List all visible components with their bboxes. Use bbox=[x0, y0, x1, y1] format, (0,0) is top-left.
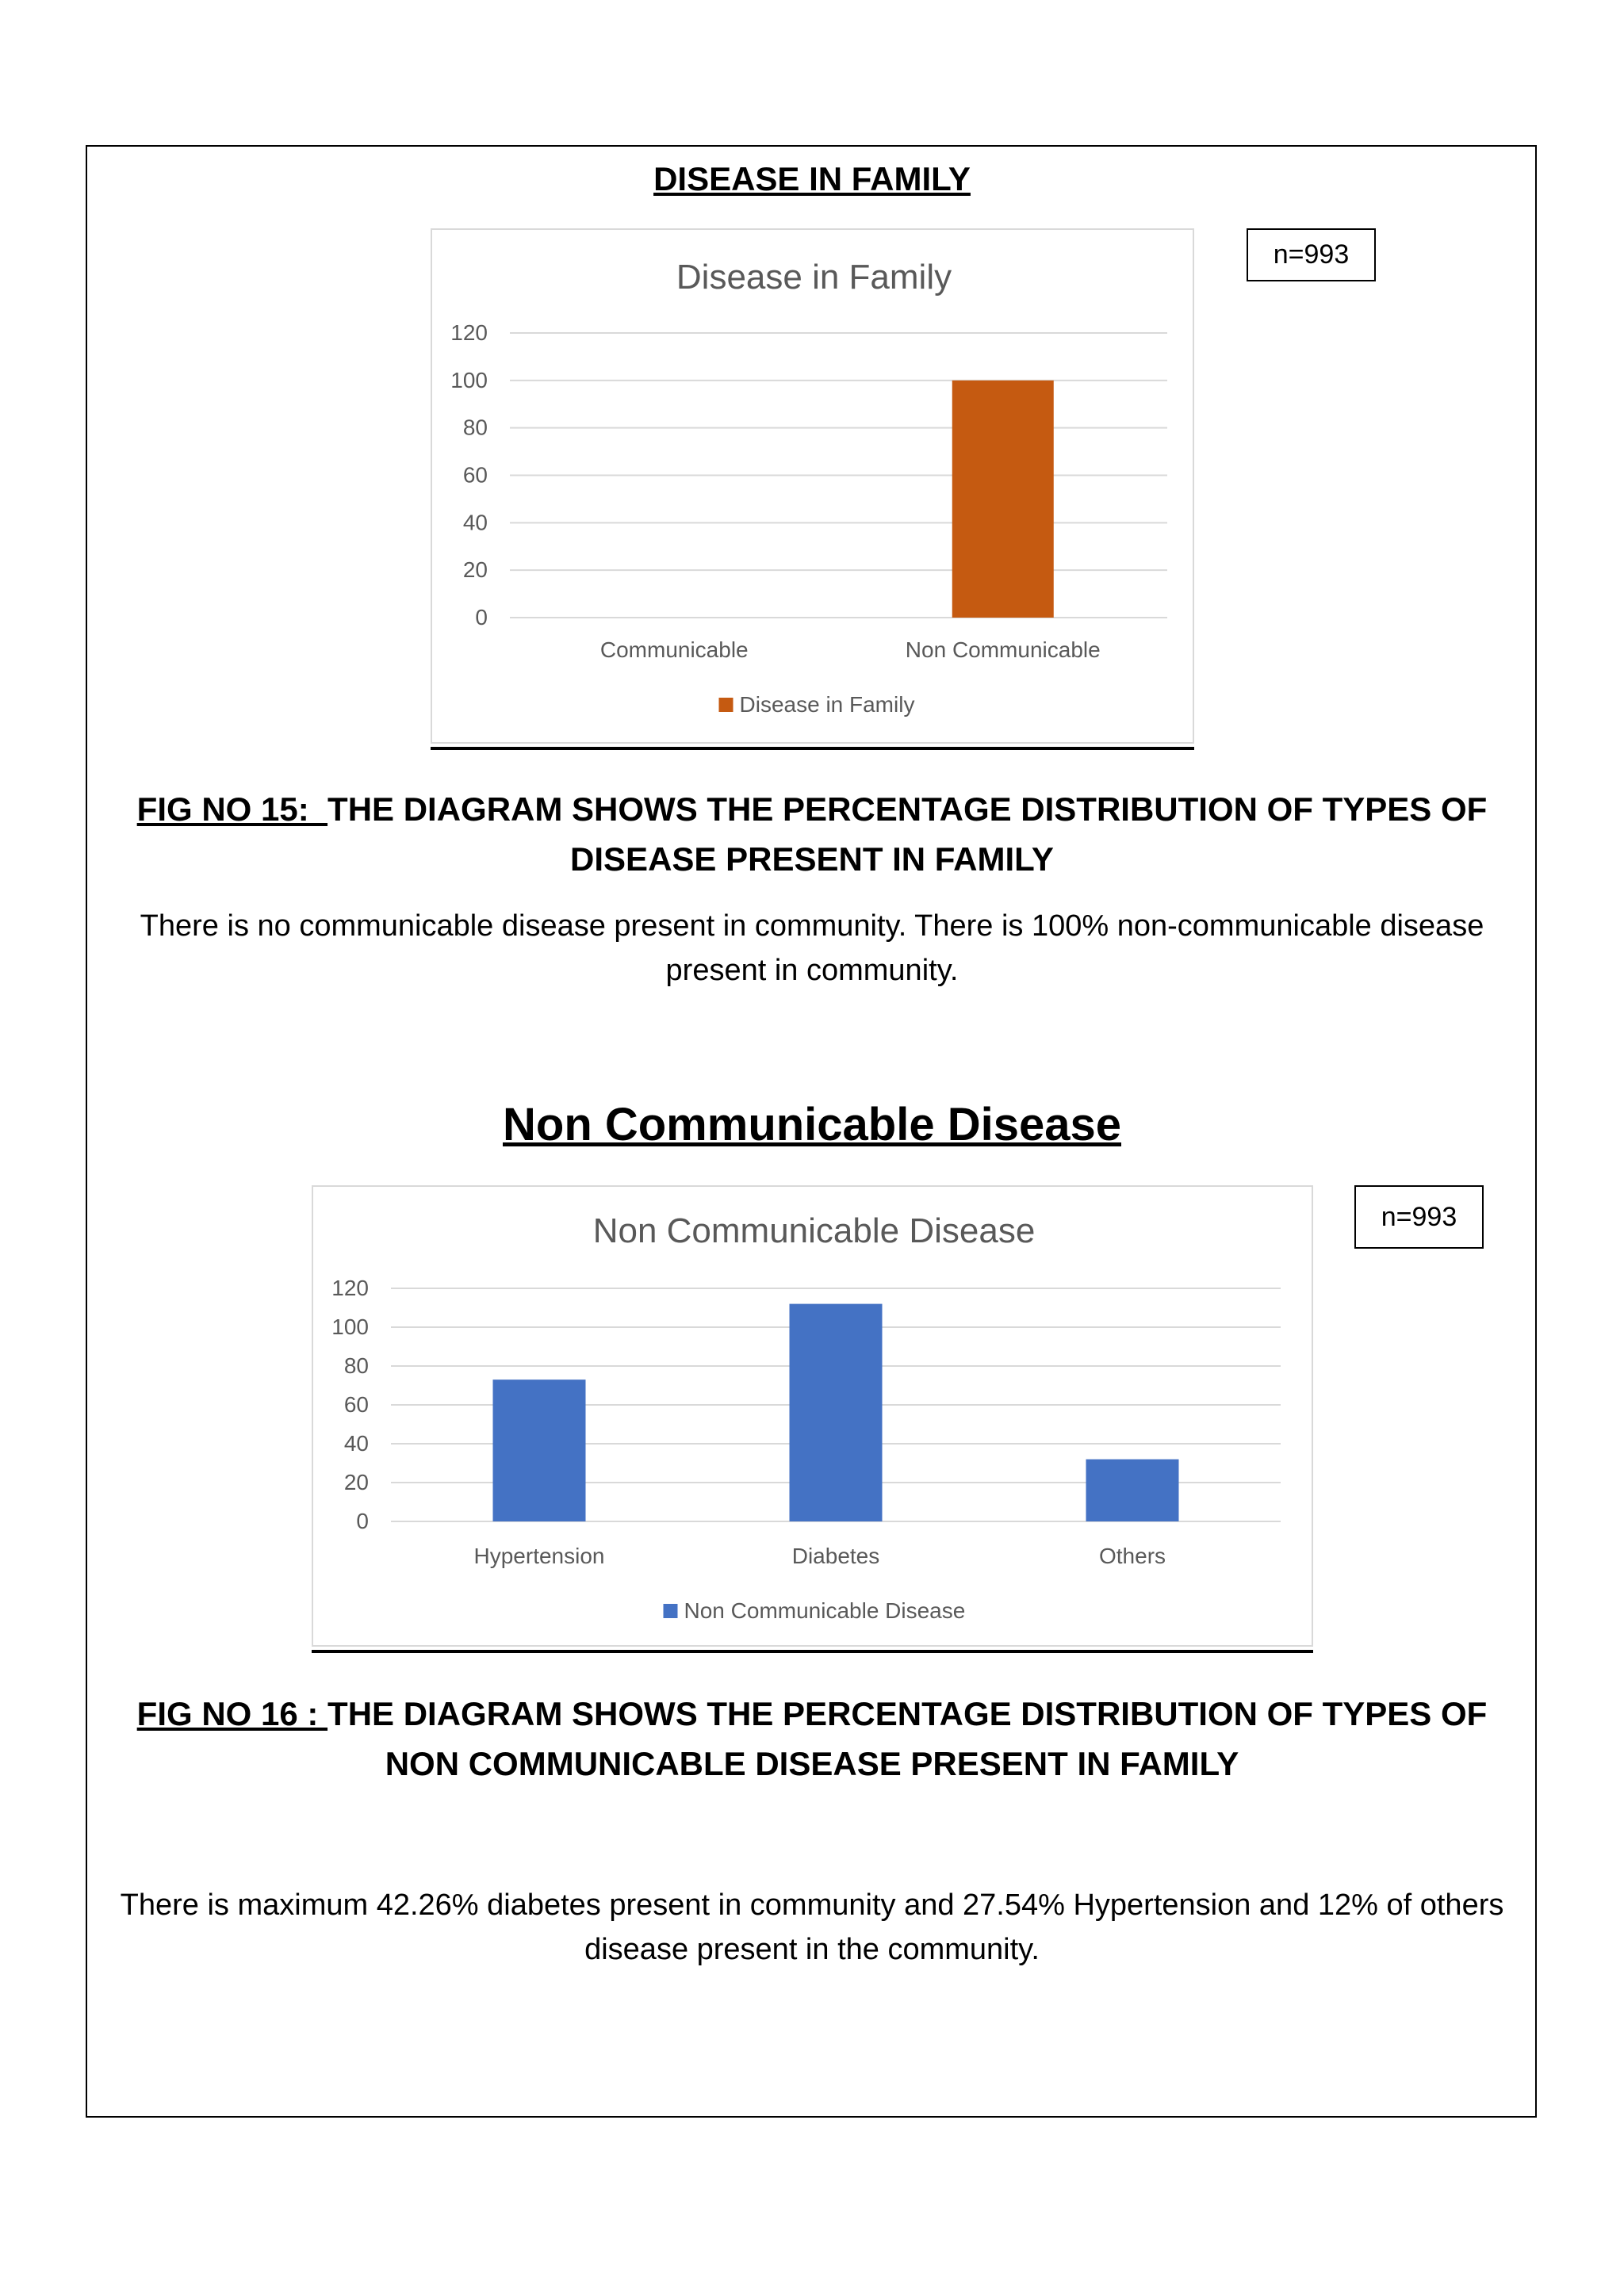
bar-others bbox=[1086, 1460, 1179, 1521]
y-tick-label: 80 bbox=[462, 415, 488, 440]
chart1-underline bbox=[431, 747, 1194, 750]
chart2-underline bbox=[312, 1650, 1313, 1653]
fig15-caption-lead: FIG NO 15: bbox=[136, 790, 328, 828]
fig15-description: There is no communicable disease present in community. There is 100% non-communicable disease present in community. bbox=[140, 909, 1484, 987]
chart2-container bbox=[312, 1185, 1313, 1647]
chart-title: Non Communicable Disease bbox=[592, 1211, 1036, 1250]
x-category-label: Diabetes bbox=[791, 1544, 880, 1568]
x-category-label: Non Communicable bbox=[905, 637, 1101, 662]
y-tick-label: 0 bbox=[475, 605, 488, 629]
fig15-caption bbox=[111, 784, 1513, 884]
y-tick-label: 120 bbox=[331, 1276, 369, 1300]
y-tick-label: 0 bbox=[356, 1509, 369, 1533]
x-category-label: Communicable bbox=[599, 637, 749, 662]
fig16-description: There is maximum 42.26% diabetes present in community and 27.54% Hypertension and 12% of others disease present in the community. bbox=[120, 1888, 1504, 1966]
chart2-svg bbox=[313, 1187, 1315, 1648]
y-tick-label: 20 bbox=[343, 1470, 369, 1494]
chart1-container bbox=[431, 228, 1194, 744]
fig15-caption-text: THE DIAGRAM SHOWS THE PERCENTAGE DISTRIBUTION OF TYPES OF DISEASE PRESENT IN FAMILY bbox=[327, 790, 1488, 878]
y-tick-label: 120 bbox=[450, 320, 488, 345]
chart1-n-label: n=993 bbox=[1247, 228, 1376, 281]
bar-non-communicable bbox=[952, 381, 1054, 618]
y-tick-label: 100 bbox=[331, 1314, 369, 1339]
fig16-caption-lead: FIG NO 16 : bbox=[136, 1695, 328, 1732]
x-category-label: Hypertension bbox=[473, 1544, 605, 1568]
legend-swatch bbox=[664, 1604, 678, 1618]
y-tick-label: 20 bbox=[462, 557, 488, 583]
y-tick-label: 100 bbox=[450, 367, 488, 392]
y-tick-label: 40 bbox=[343, 1431, 369, 1456]
fig16-caption-text: THE DIAGRAM SHOWS THE PERCENTAGE DISTRIBUTION OF TYPES OF NON COMMUNICABLE DISEASE PRESENT IN FAMILY bbox=[327, 1695, 1488, 1782]
legend-label: Non Communicable Disease bbox=[684, 1598, 966, 1623]
chart1-svg bbox=[432, 230, 1196, 745]
section1-heading: DISEASE IN FAMILY bbox=[653, 160, 971, 197]
x-category-label: Others bbox=[1098, 1544, 1166, 1568]
bar-diabetes bbox=[790, 1304, 883, 1521]
legend-label: Disease in Family bbox=[739, 692, 915, 717]
bar-hypertension bbox=[493, 1380, 586, 1521]
section2-heading: Non Communicable Disease bbox=[503, 1099, 1121, 1150]
y-tick-label: 60 bbox=[462, 462, 488, 488]
fig16-caption bbox=[111, 1689, 1513, 1789]
chart-title: Disease in Family bbox=[676, 258, 952, 297]
y-tick-label: 60 bbox=[343, 1392, 369, 1417]
y-tick-label: 40 bbox=[462, 510, 488, 535]
chart2-n-label: n=993 bbox=[1354, 1185, 1484, 1249]
y-tick-label: 80 bbox=[343, 1353, 369, 1378]
legend-swatch bbox=[719, 698, 733, 712]
